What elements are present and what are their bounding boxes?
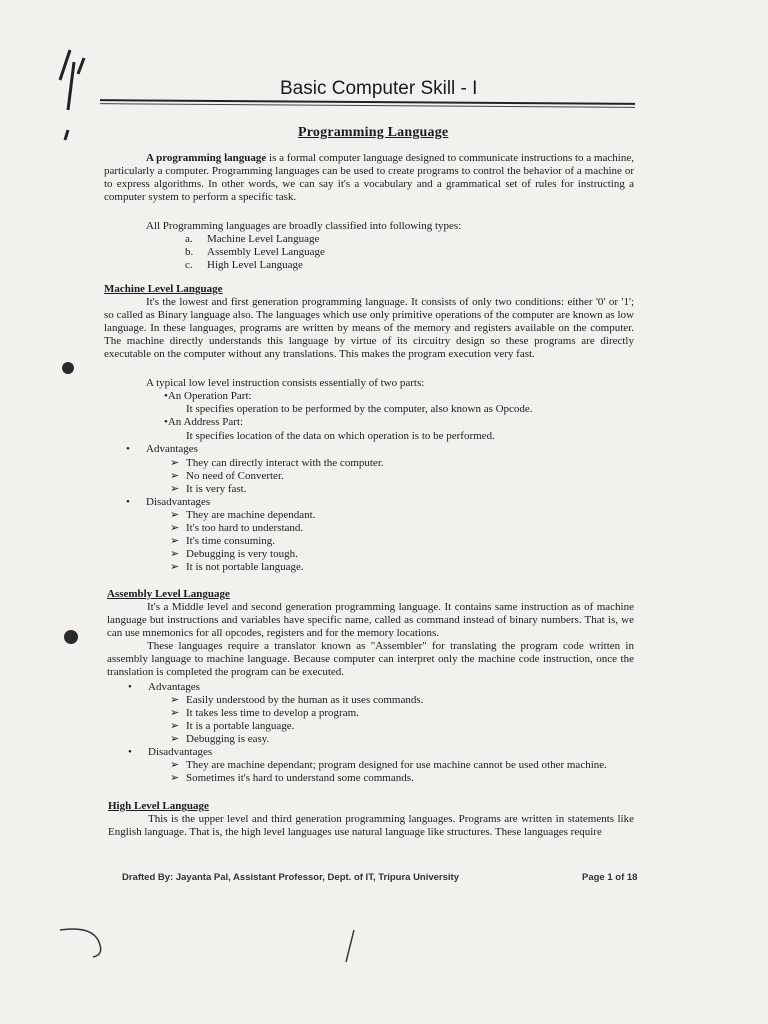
types-intro: All Programming languages are broadly classified into following types: (146, 220, 462, 232)
types-item: b. Assembly Level Language (185, 246, 325, 258)
assembly-heading: Assembly Level Language (107, 588, 230, 600)
disadvantages-label: • Disadvantages (126, 496, 211, 508)
pen-scribble (55, 915, 135, 965)
high-heading: High Level Language (108, 800, 209, 812)
addr-desc: It specifies location of the data on which operation is to be performed. (186, 430, 495, 442)
op-desc: It specifies operation to be performed by the computer, also known as Opcode. (186, 403, 533, 415)
section-title: Programming Language (298, 125, 449, 140)
intro-paragraph (104, 152, 634, 204)
advantages-label: • Advantages (126, 443, 198, 455)
list-item: ➢ Sometimes it's hard to understand some commands. (170, 772, 414, 784)
intro-lead: A programming language (146, 152, 267, 164)
addr-label: •An Address Part: (164, 416, 244, 428)
list-item: ➢ They are machine dependant. (170, 509, 316, 521)
types-item: a. Machine Level Language (185, 233, 320, 245)
disadvantages-label: • Disadvantages (128, 746, 213, 758)
intro-text: is a formal computer language designed to communicate instructions to a machine, particularly a computer. Programming languages can be used to create programs to control the behavior of a machine or to express algorithms. In other words, we can say it's a vocabulary and a grammatical set of rules for instructing a computer system to perform a specific task. (104, 152, 634, 203)
list-item: ➢ It is a portable language. (170, 720, 295, 732)
list-item: ➢ No need of Converter. (170, 470, 284, 482)
scan-smudge (62, 362, 74, 374)
op-label: •An Operation Part: (164, 390, 252, 402)
list-item: ➢ They are machine dependant; program designed for use machine cannot be used other machine. (170, 759, 607, 771)
list-item: ➢ It is not portable language. (170, 561, 304, 573)
high-paragraph: This is the upper level and third generation programming languages. Programs are written in statements like English language. That is, the high level languages use natural language like structures. These languages require (108, 813, 634, 838)
header-title: Basic Computer Skill - I (280, 78, 478, 99)
assembly-paragraph: It's a Middle level and second generation programming language. It contains same instruction as of machine language but instructions and variables have specific name, called as command instead of binary numbers. That is, we can use mnemonics for all opcodes, registers and for the memory locations. (107, 601, 634, 639)
list-item: ➢ It is very fast. (170, 483, 247, 495)
list-item: ➢ It takes less time to develop a program. (170, 707, 359, 719)
assembly-paragraph: These languages require a translator known as "Assembler" for translating the program code written in assembly language to machine language. Because computer can interpret only the machine code instruction, once the translation is completed the program can be executed. (107, 640, 634, 678)
pen-scribble (40, 40, 110, 150)
list-item: ➢ They can directly interact with the computer. (170, 457, 384, 469)
list-item: ➢ Easily understood by the human as it uses commands. (170, 694, 424, 706)
list-item: ➢ Debugging is very tough. (170, 548, 298, 560)
list-item: ➢ Debugging is easy. (170, 733, 270, 745)
pen-scribble (340, 928, 360, 968)
list-item: ➢ It's too hard to understand. (170, 522, 304, 534)
machine-paragraph: It's the lowest and first generation programming language. It consists of only two conditions: either '0' or '1'; so called as Binary language also. The languages which use only primitive operations of the computer are known as low language. In these languages, programs are written by means of the memory and registers available on the computer. The machine directly understands this language by virtue of its circuitry design so these programs are directly executable on the computer without any translations. This makes the program execution very fast. (104, 296, 634, 360)
page-number: Page 1 of 18 (582, 872, 638, 883)
types-item: c. High Level Language (185, 259, 303, 271)
list-item: ➢ It's time consuming. (170, 535, 276, 547)
instr-intro: A typical low level instruction consists essentially of two parts: (146, 377, 425, 389)
machine-heading: Machine Level Language (104, 283, 223, 295)
footer-author: Drafted By: Jayanta Pal, Assistant Professor, Dept. of IT, Tripura University (122, 872, 459, 883)
advantages-label: • Advantages (128, 681, 200, 693)
scan-smudge (64, 630, 78, 644)
